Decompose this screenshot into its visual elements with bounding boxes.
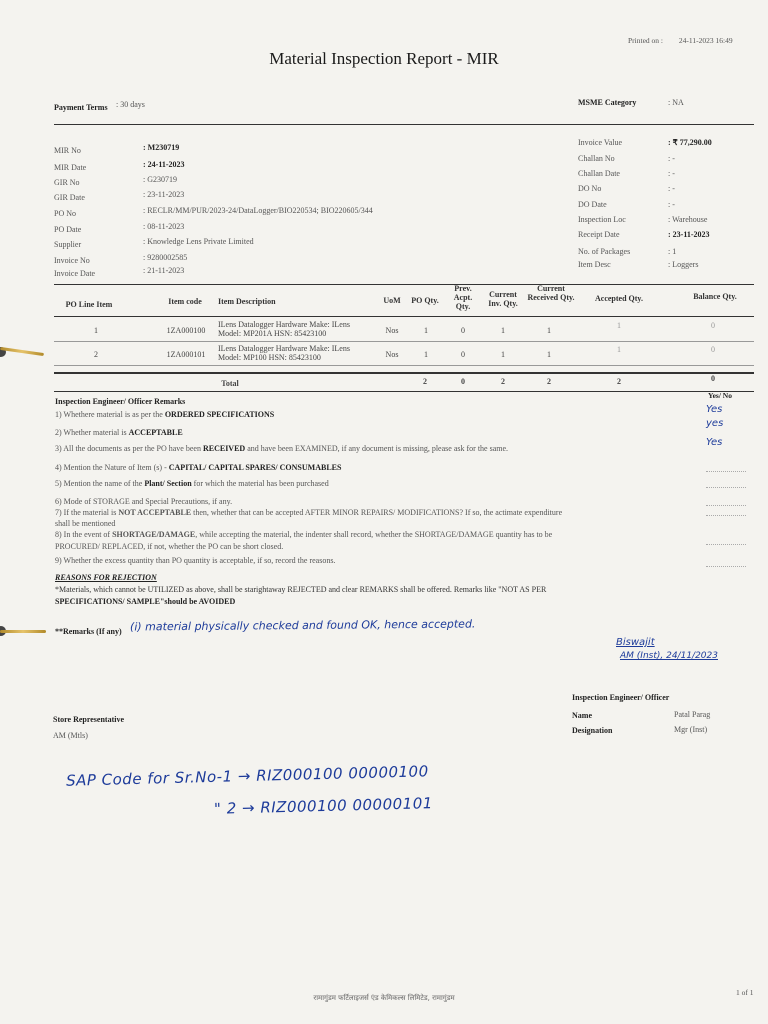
- total-balance: 0: [711, 374, 715, 383]
- right-info-value: : -: [668, 184, 675, 193]
- th-accepted: Accepted Qty.: [595, 294, 643, 303]
- left-info-label: Invoice Date: [54, 269, 96, 278]
- left-info-value: : RECLR/MM/PUR/2023-24/DataLogger/BIO220534; BIO220605/344: [143, 206, 373, 215]
- cell-description: ILens Datalogger Hardware Make: ILens: [218, 344, 350, 353]
- answer-line: [706, 487, 746, 488]
- left-info-label: GIR No: [54, 178, 80, 187]
- binder-clip-top: [0, 347, 44, 356]
- left-info-label: GIR Date: [54, 193, 85, 202]
- table-header-rule: [54, 316, 754, 317]
- answer-line: [706, 505, 746, 506]
- total-inv: 2: [501, 377, 505, 386]
- th-uom: UoM: [383, 296, 401, 305]
- cell-poqty: 1: [424, 326, 428, 335]
- cell-prev: 0: [461, 326, 465, 335]
- th-recv: Current Received Qty.: [527, 284, 575, 302]
- cell-description: Model: MP100 HSN: 85423100: [218, 353, 321, 362]
- right-info-value: : -: [668, 169, 675, 178]
- cell-uom: Nos: [385, 350, 399, 359]
- binder-clip-bottom: [0, 630, 46, 633]
- officer-designation-value: Mgr (Inst): [674, 725, 708, 734]
- right-info-label: No. of Packages: [578, 247, 631, 256]
- right-info-value: : -: [668, 200, 675, 209]
- checklist-answer: yes: [706, 418, 724, 429]
- officer-heading: Inspection Engineer/ Officer: [572, 693, 670, 702]
- left-info-value: : 23-11-2023: [143, 190, 185, 199]
- total-poqty: 2: [423, 377, 427, 386]
- total-accepted: 2: [617, 377, 621, 386]
- sap-code-line-2: " 2 → RIZ000100 00000101: [213, 794, 434, 818]
- answer-line-7: [706, 515, 746, 516]
- right-info-value: : Loggers: [668, 260, 699, 269]
- table-row-divider: [54, 341, 754, 342]
- th-balance: Balance Qty.: [693, 292, 737, 301]
- left-info-label: Invoice No: [54, 256, 90, 265]
- page-title: Material Inspection Report - MIR: [269, 49, 499, 68]
- header-divider: [54, 124, 754, 125]
- cell-line: 1: [94, 326, 98, 335]
- cell-poqty: 1: [424, 350, 428, 359]
- left-info-value: : 08-11-2023: [143, 222, 185, 231]
- th-desc: Item Description: [218, 297, 276, 306]
- left-info-label: MIR Date: [54, 163, 87, 172]
- answer-line: [706, 471, 746, 472]
- checklist-answer: Yes: [706, 437, 723, 448]
- checklist-item: 6) Mode of STORAGE and Special Precautions, if any.: [55, 497, 233, 506]
- msme-label: MSME Category: [578, 98, 637, 107]
- left-info-value: : 24-11-2023: [143, 160, 185, 169]
- right-info-label: Challan Date: [578, 169, 620, 178]
- signature-designation: AM (Inst), 24/11/2023: [620, 651, 718, 661]
- right-info-label: DO No: [578, 184, 602, 193]
- cell-code: 1ZA000100: [166, 326, 206, 335]
- checklist-item: 2) Whether material is ACCEPTABLE: [55, 428, 183, 437]
- right-info-label: Invoice Value: [578, 138, 623, 147]
- cell-balance: 0: [711, 345, 715, 354]
- printed-on: Printed on : 24-11-2023 16:49: [628, 36, 733, 45]
- sap-code-line-1: SAP Code for Sr.No-1 → RIZ000100 00000100: [65, 762, 429, 790]
- right-info-label: Challan No: [578, 154, 615, 163]
- table-total-rule: [54, 372, 754, 374]
- msme-value: : NA: [668, 98, 684, 107]
- right-info-value: : ₹ 77,290.00: [668, 138, 712, 147]
- checklist-item: 5) Mention the name of the Plant/ Section for which the material has been purchased: [55, 479, 329, 488]
- right-info-label: DO Date: [578, 200, 607, 209]
- page-number: 1 of 1: [736, 988, 754, 997]
- table-bottom-rule: [54, 391, 754, 392]
- checklist-item: 3) All the documents as per the PO have been RECEIVED and have been EXAMINED, if any document is missing, please ask for the same.: [55, 444, 509, 453]
- left-info-value: : G230719: [143, 175, 177, 184]
- rejection-heading: REASONS FOR REJECTION: [55, 573, 157, 582]
- left-info-label: Supplier: [54, 240, 82, 249]
- cell-recv: 1: [547, 350, 551, 359]
- store-rep-value: AM (Mtls): [53, 731, 88, 740]
- left-info-label: MIR No: [54, 146, 81, 155]
- right-info-value: : 23-11-2023: [668, 230, 710, 239]
- th-code: Item code: [168, 297, 202, 306]
- cell-accepted: 1: [617, 321, 621, 330]
- right-info-label: Item Desc: [578, 260, 611, 269]
- left-info-label: PO No: [54, 209, 77, 218]
- remarks-label: **Remarks (If any): [55, 627, 122, 636]
- cell-code: 1ZA000101: [166, 350, 206, 359]
- cell-description: Model: MP201A HSN: 85423100: [218, 329, 327, 338]
- right-info-value: : Warehouse: [668, 215, 708, 224]
- th-prev: Prev. Acpt. Qty.: [453, 284, 473, 311]
- cell-recv: 1: [547, 326, 551, 335]
- cell-line: 2: [94, 350, 98, 359]
- rejection-text-2: SPECIFICATIONS/ SAMPLE"should be AVOIDED: [55, 597, 236, 606]
- cell-inv: 1: [501, 350, 505, 359]
- cell-description: ILens Datalogger Hardware Make: ILens: [218, 320, 350, 329]
- printed-on-label: Printed on: [628, 36, 660, 45]
- officer-name-label: Name: [572, 711, 592, 720]
- left-info-value: : 21-11-2023: [143, 266, 185, 275]
- total-recv: 2: [547, 377, 551, 386]
- left-info-value: : M230719: [143, 143, 180, 152]
- item-8-line-2: PROCURED/ REPLACED, if not, whether the PO can be short closed.: [55, 542, 284, 551]
- answer-line-8: [706, 544, 746, 545]
- table-top-rule: [54, 284, 754, 285]
- right-info-value: : -: [668, 154, 675, 163]
- total-prev: 0: [461, 377, 465, 386]
- right-info-label: Inspection Loc: [578, 215, 626, 224]
- item-9: 9) Whether the excess quantity than PO quantity is acceptable, if so, record the reasons.: [55, 556, 336, 565]
- th-poqty: PO Qty.: [411, 296, 439, 305]
- remarks-heading: Inspection Engineer/ Officer Remarks: [55, 397, 186, 406]
- item-8-line-1: 8) In the event of SHORTAGE/DAMAGE, while accepting the material, the indenter shall record, whether the SHORTAGE/DAMAGE quantity has to be: [55, 530, 553, 539]
- footer-company: रामागुंडम फर्टिलाइजर्स एंड केमिकल्स लिमिटेड, रामागुंडम: [313, 994, 455, 1002]
- yes-no-header: Yes/ No: [708, 391, 732, 400]
- cell-inv: 1: [501, 326, 505, 335]
- store-rep-heading: Store Representative: [53, 715, 125, 724]
- payment-terms-value: : 30 days: [116, 100, 145, 109]
- cell-uom: Nos: [385, 326, 399, 335]
- cell-balance: 0: [711, 321, 715, 330]
- item-7-line-1: 7) If the material is NOT ACCEPTABLE then, whether that can be accepted AFTER MINOR REPAIRS/ MODIFICATIONS? If so, the actimate expenditure: [55, 508, 563, 517]
- left-info-label: PO Date: [54, 225, 82, 234]
- right-info-value: : 1: [668, 247, 677, 256]
- rejection-text-1: *Materials, which cannot be UTILIZED as above, shall be starightaway REJECTED and clear REMARKS shall be offered. Remarks like "NOT AS PER: [55, 585, 547, 594]
- right-info-label: Receipt Date: [578, 230, 620, 239]
- checklist-answer: Yes: [706, 404, 723, 415]
- checklist-item: 1) Whethere material is as per the ORDERED SPECIFICATIONS: [55, 410, 275, 419]
- payment-terms-label: Payment Terms: [54, 103, 108, 112]
- left-info-value: : 9280002585: [143, 253, 188, 262]
- cell-prev: 0: [461, 350, 465, 359]
- left-info-value: : Knowledge Lens Private Limited: [143, 237, 254, 246]
- th-line: PO Line Item: [65, 300, 113, 309]
- cell-accepted: 1: [617, 345, 621, 354]
- th-inv: Current Inv. Qty.: [488, 290, 518, 308]
- officer-designation-label: Designation: [572, 726, 613, 735]
- officer-name-value: Patal Parag: [674, 710, 711, 719]
- item-7-line-2: shall be mentioned: [55, 519, 116, 528]
- total-label: Total: [221, 379, 239, 388]
- table-row-divider: [54, 365, 754, 366]
- checklist-item: 4) Mention the Nature of Item (s) - CAPITAL/ CAPITAL SPARES/ CONSUMABLES: [55, 463, 342, 472]
- answer-line-9: [706, 566, 746, 567]
- remarks-handwritten: (i) material physically checked and found OK, hence accepted.: [129, 617, 476, 634]
- printed-on-value: 24-11-2023 16:49: [678, 36, 733, 45]
- signature-name: Biswajit: [616, 637, 655, 648]
